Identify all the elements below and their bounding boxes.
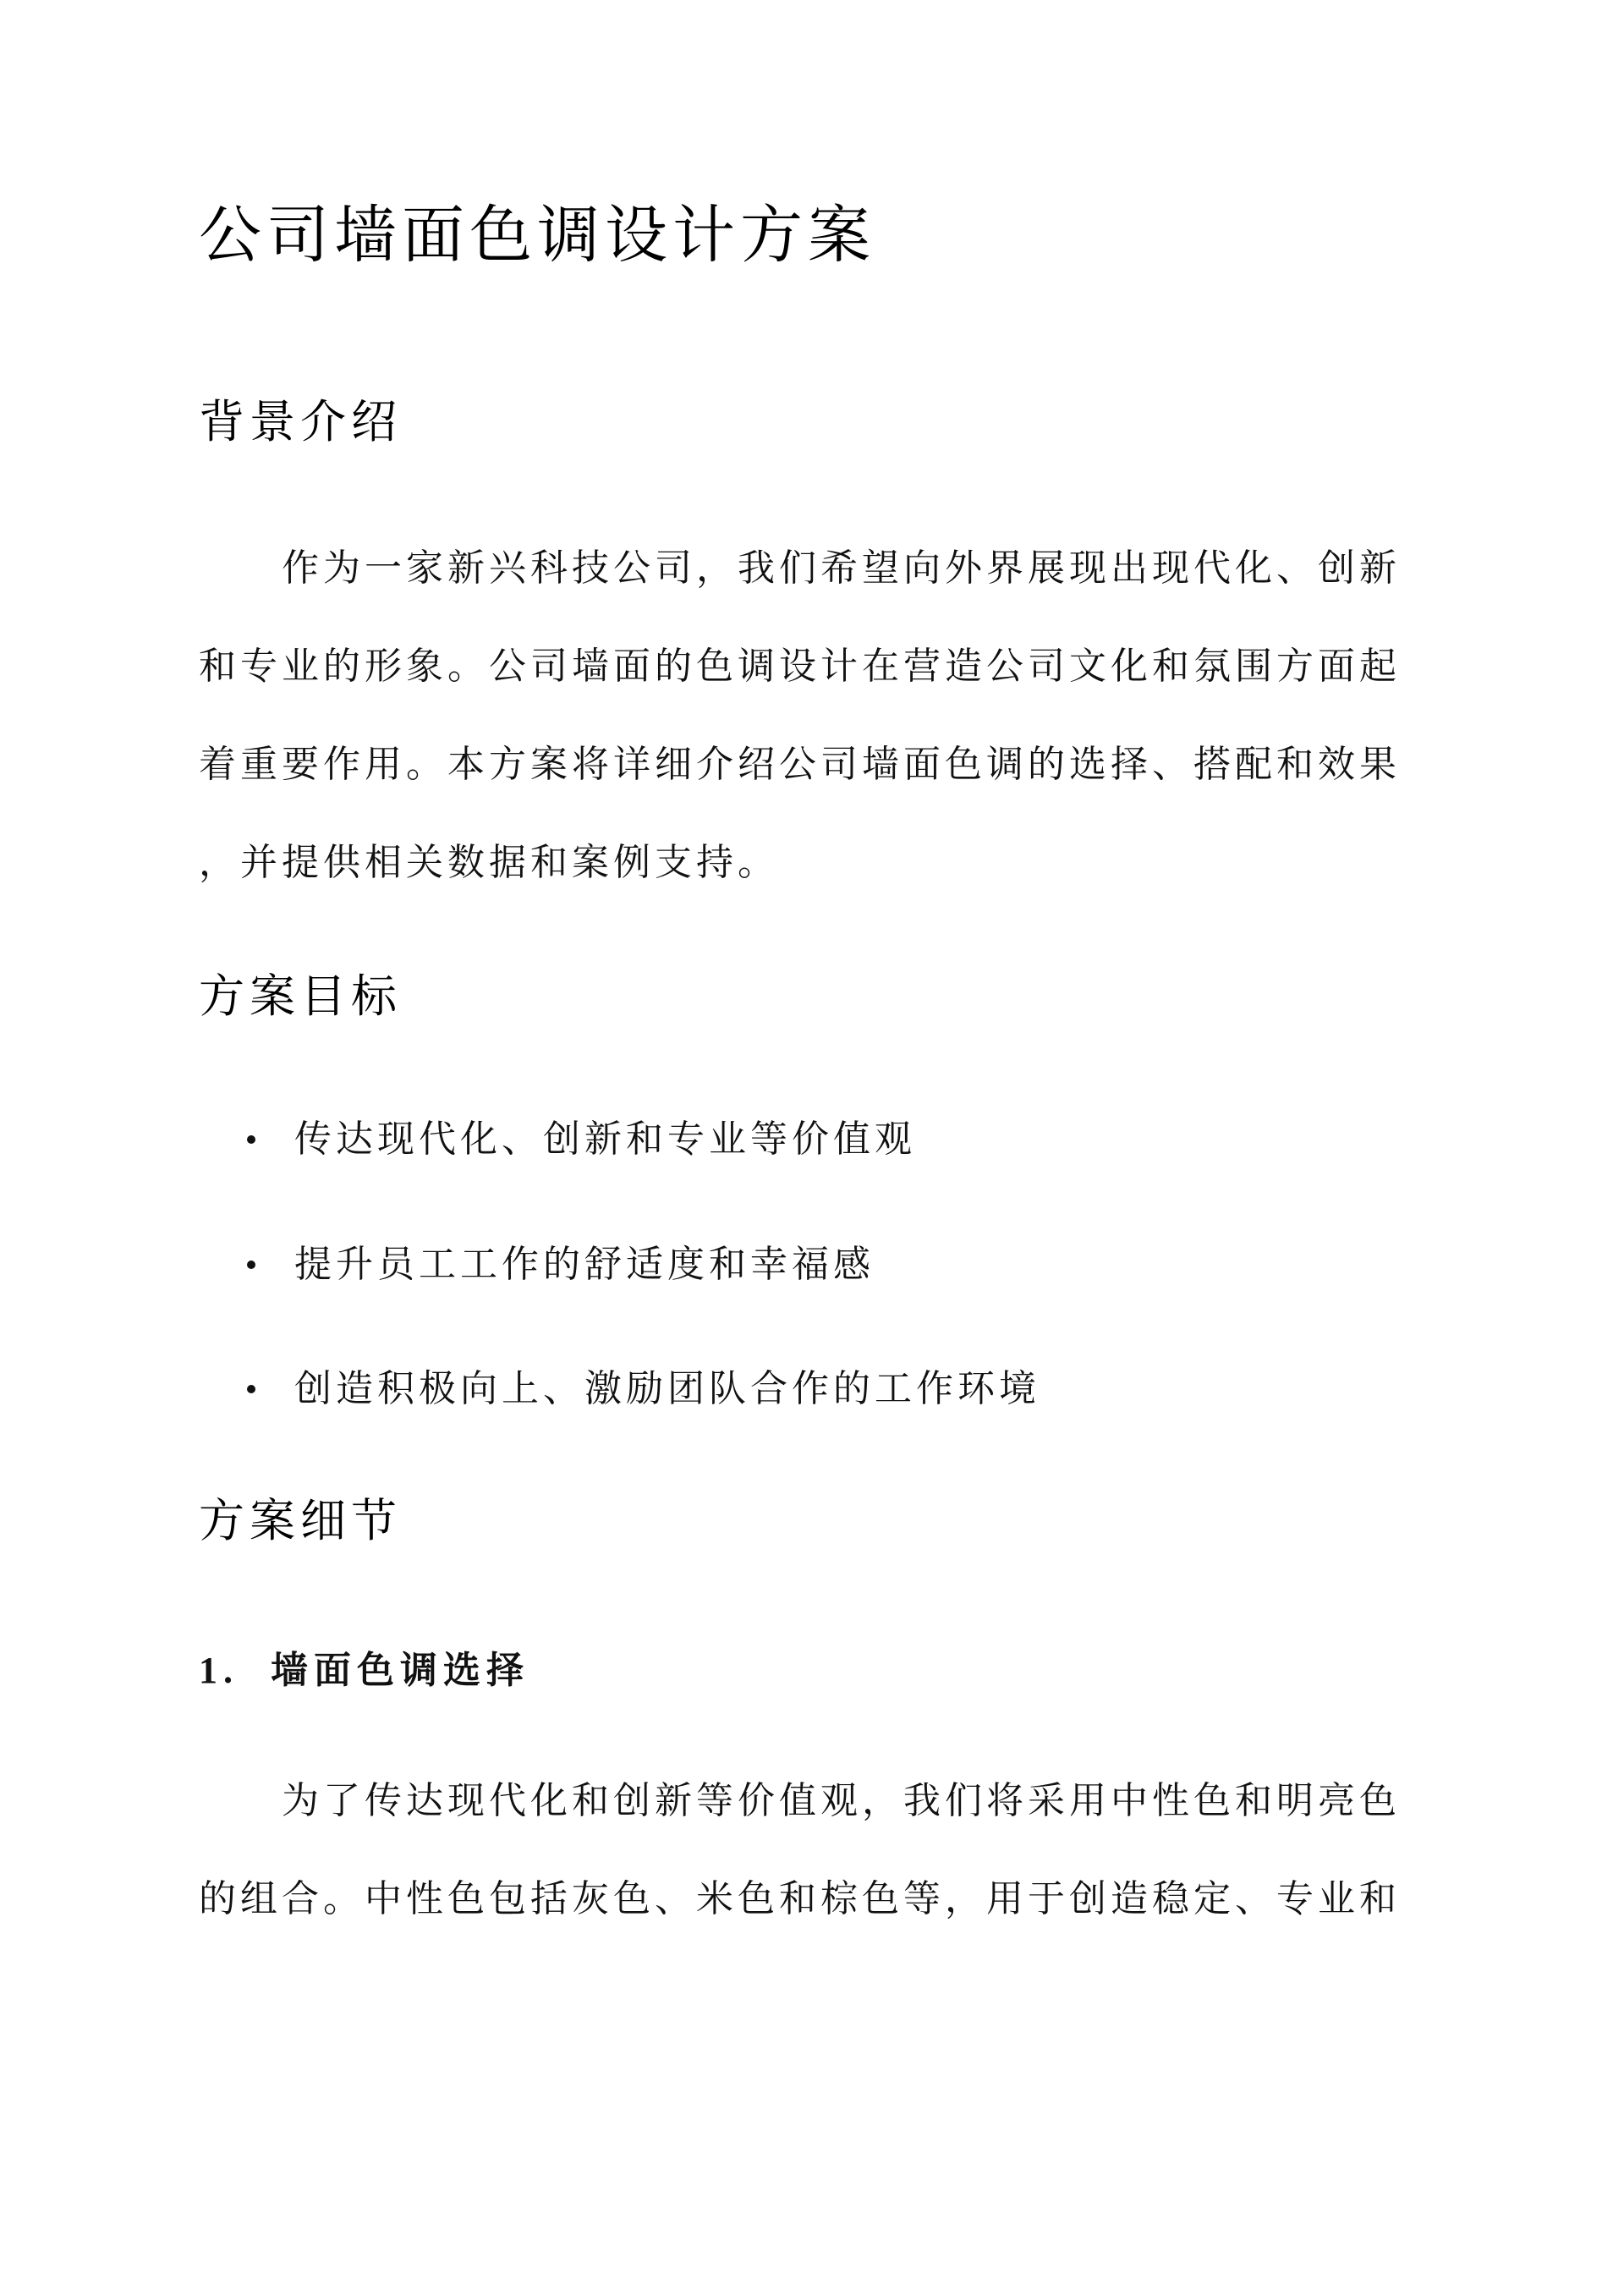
document-title: 公司墙面色调设计方案 <box>199 201 875 271</box>
goal-text: 提升员工工作的舒适度和幸福感 <box>294 1244 875 1285</box>
paragraph-line: ，并提供相关数据和案例支持。 <box>199 842 779 883</box>
paragraph-line: 着重要作用。本方案将详细介绍公司墙面色调的选择、搭配和效果 <box>199 744 1401 785</box>
bullet-icon <box>247 1261 255 1269</box>
background-paragraph <box>199 519 1417 912</box>
paragraph-line: 作为一家新兴科技公司，我们希望向外界展现出现代化、创新 <box>282 547 1401 589</box>
goal-text: 传达现代化、创新和专业等价值观 <box>294 1118 916 1160</box>
paragraph-line: 和专业的形象。公司墙面的色调设计在营造公司文化和氛围方面起 <box>199 645 1401 687</box>
paragraph-line: 的组合。中性色包括灰色、米色和棕色等，用于创造稳定、专业和 <box>199 1878 1401 1920</box>
section-heading-background: 背景介绍 <box>199 397 402 448</box>
goal-text: 创造积极向上、激励团队合作的工作环境 <box>294 1368 1040 1409</box>
bullet-icon <box>247 1135 255 1144</box>
bullet-icon <box>247 1385 255 1393</box>
section-heading-goals: 方案目标 <box>199 971 402 1022</box>
color-choice-paragraph <box>199 1752 1417 1948</box>
section-heading-details: 方案细节 <box>199 1496 402 1546</box>
subsection-title: 墙面色调选择 <box>271 1650 529 1691</box>
paragraph-line: 为了传达现代化和创新等价值观，我们将采用中性色和明亮色 <box>282 1780 1401 1821</box>
subsection-number: 1. <box>199 1650 239 1691</box>
